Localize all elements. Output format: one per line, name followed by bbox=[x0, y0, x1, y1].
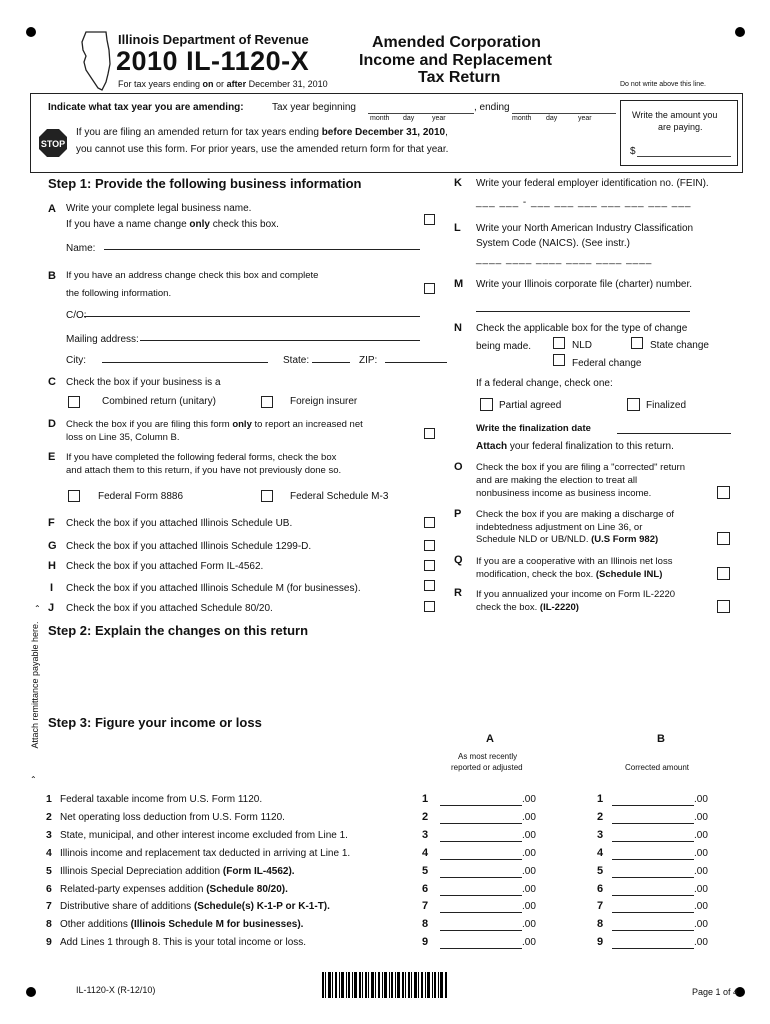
payment-label-1: Write the amount you bbox=[632, 110, 718, 120]
foreign-insurer-checkbox[interactable] bbox=[261, 396, 273, 408]
federal-change-checkbox[interactable] bbox=[553, 354, 565, 366]
item-letter: L bbox=[454, 222, 461, 234]
line-amount-col-b-input[interactable] bbox=[612, 930, 694, 931]
line-number-col-a: 3 bbox=[422, 829, 429, 841]
item-n-text-2: being made. bbox=[476, 341, 532, 352]
stop-sign-icon bbox=[38, 128, 68, 158]
line-number: 6 bbox=[46, 883, 52, 895]
line-number: 8 bbox=[46, 918, 52, 930]
payment-label-2: are paying. bbox=[658, 122, 703, 132]
item-e-text-2: and attach them to this return, if you have not previously done so. bbox=[66, 465, 342, 476]
zip-label: ZIP: bbox=[359, 355, 378, 366]
line-description: Related-party expenses addition (Schedule 80/20). bbox=[60, 884, 288, 895]
partial-agreed-label: Partial agreed bbox=[499, 400, 562, 411]
line-amount-col-b-input[interactable] bbox=[612, 895, 694, 896]
item-o-text-3: nonbusiness income as business income. bbox=[476, 488, 652, 499]
item-r-text-1: If you annualized your income on Form IL-2220 bbox=[476, 589, 676, 600]
form-8886-label: Federal Form 8886 bbox=[98, 491, 184, 502]
day-label: day bbox=[403, 115, 415, 122]
line-amount-col-b-input[interactable] bbox=[612, 805, 694, 806]
item-letter: P bbox=[454, 508, 462, 520]
finalized-label: Finalized bbox=[646, 400, 687, 411]
item-o-text-1: Check the box if you are filing a "corrected" return bbox=[476, 462, 685, 473]
item-letter: H bbox=[48, 560, 56, 572]
item-q-text-1: If you are a cooperative with an Illinois net loss bbox=[476, 556, 673, 567]
naics-input[interactable]: ____ ____ ____ ____ ____ ____ bbox=[476, 254, 653, 265]
zip-input[interactable] bbox=[385, 362, 447, 363]
line-number-col-a: 7 bbox=[422, 900, 429, 912]
charter-number-input[interactable] bbox=[476, 311, 690, 312]
foreign-insurer-label: Foreign insurer bbox=[290, 396, 358, 407]
cents-col-a: .00 bbox=[522, 919, 536, 930]
form-il4562-checkbox[interactable] bbox=[424, 560, 435, 571]
tax-year-ending-input[interactable] bbox=[512, 104, 616, 114]
form-8886-checkbox[interactable] bbox=[68, 490, 80, 502]
item-letter: F bbox=[48, 517, 55, 529]
tax-year-ending-label: , ending bbox=[474, 102, 510, 113]
line-number-col-b: 6 bbox=[597, 883, 604, 895]
cents-col-b: .00 bbox=[694, 937, 708, 948]
margin-mark: ⌃ bbox=[34, 604, 41, 613]
item-o-text-2: and are making the election to treat all bbox=[476, 475, 638, 486]
item-a-name-change-text: If you have a name change only check this box. bbox=[66, 219, 279, 230]
item-letter: B bbox=[48, 270, 56, 282]
item-c-text: Check the box if your business is a bbox=[66, 377, 221, 388]
cents-col-a: .00 bbox=[522, 901, 536, 912]
item-p-text-2: indebtedness adjustment on Line 36, or bbox=[476, 522, 643, 533]
line-amount-col-b-input[interactable] bbox=[612, 859, 694, 860]
if-federal-label: If a federal change, check one: bbox=[476, 378, 613, 389]
cents-col-b: .00 bbox=[694, 884, 708, 895]
cents-col-b: .00 bbox=[694, 901, 708, 912]
cents-col-b: .00 bbox=[694, 866, 708, 877]
registration-mark bbox=[26, 987, 36, 997]
item-a-text: Write your complete legal business name. bbox=[66, 203, 252, 214]
step1-title: Step 1: Provide the following business information bbox=[48, 176, 362, 191]
form-id-footer: IL-1120-X (R-12/10) bbox=[76, 985, 156, 995]
cents-col-a: .00 bbox=[522, 848, 536, 859]
line-amount-col-b-input[interactable] bbox=[612, 948, 694, 949]
day-label: day bbox=[546, 115, 558, 122]
item-l-text-2: System Code (NAICS). (See instr.) bbox=[476, 238, 630, 249]
item-p-text-1: Check the box if you are making a discharge of bbox=[476, 509, 675, 520]
line-description: Federal taxable income from U.S. Form 1120. bbox=[60, 794, 263, 805]
schedule-8020-checkbox[interactable] bbox=[424, 601, 435, 612]
state-label: State: bbox=[283, 355, 310, 366]
combined-return-checkbox[interactable] bbox=[68, 396, 80, 408]
line-description: Add Lines 1 through 8. This is your total income or loss. bbox=[60, 937, 307, 948]
return-title-2: Income and Replacement bbox=[359, 52, 552, 69]
tax-year-beginning-input[interactable] bbox=[368, 104, 474, 114]
item-letter: M bbox=[454, 278, 464, 290]
month-label: month bbox=[370, 115, 390, 122]
nld-checkbox[interactable] bbox=[553, 337, 565, 349]
item-letter: R bbox=[454, 587, 462, 599]
year-label: year bbox=[432, 115, 446, 122]
line-amount-col-a-input[interactable] bbox=[440, 948, 522, 949]
item-letter: C bbox=[48, 376, 56, 388]
cents-col-a: .00 bbox=[522, 794, 536, 805]
item-g-text: Check the box if you attached Illinois Schedule 1299-D. bbox=[66, 541, 312, 552]
state-change-label: State change bbox=[650, 340, 709, 351]
cooperative-checkbox[interactable] bbox=[717, 567, 730, 580]
item-letter: A bbox=[48, 203, 56, 215]
item-p-text-3: Schedule NLD or UB/NLD. (U.S Form 982) bbox=[476, 534, 659, 545]
nld-label: NLD bbox=[572, 340, 593, 351]
line-number-col-b: 7 bbox=[597, 900, 604, 912]
step2-title: Step 2: Explain the changes on this return bbox=[48, 623, 309, 638]
item-b-text-2: the following information. bbox=[66, 288, 172, 299]
line-number-col-a: 2 bbox=[422, 811, 429, 823]
attach-finalization-text: Attach your federal finalization to this return. bbox=[476, 441, 674, 452]
line-description: Distributive share of additions (Schedule(s) K-1-P or K-1-T). bbox=[60, 901, 330, 912]
name-label: Name: bbox=[66, 243, 96, 254]
step3-title: Step 3: Figure your income or loss bbox=[48, 715, 262, 730]
line-description: Illinois income and replacement tax deducted in arriving at Line 1. bbox=[60, 848, 351, 859]
line-number-col-a: 1 bbox=[422, 793, 429, 805]
item-letter: Q bbox=[454, 554, 463, 566]
amending-label: Indicate what tax year you are amending: bbox=[48, 102, 244, 113]
discharge-indebtedness-checkbox[interactable] bbox=[717, 532, 730, 545]
line-amount-col-a-input[interactable] bbox=[440, 895, 522, 896]
column-a-sub-1: As most recently bbox=[458, 752, 518, 761]
line-number: 7 bbox=[46, 900, 52, 912]
schedule-m-checkbox[interactable] bbox=[424, 580, 435, 591]
cents-col-b: .00 bbox=[694, 812, 708, 823]
line-number-col-b: 5 bbox=[597, 865, 604, 877]
line-amount-col-a-input[interactable] bbox=[440, 805, 522, 806]
item-b-text-1: If you have an address change check this box and complete bbox=[66, 270, 319, 281]
item-r-text-2: check the box. (IL-2220) bbox=[476, 602, 579, 613]
item-h-text: Check the box if you attached Form IL-4562. bbox=[66, 561, 264, 572]
item-n-text-1: Check the applicable box for the type of change bbox=[476, 323, 688, 334]
cents-col-b: .00 bbox=[694, 794, 708, 805]
item-letter: I bbox=[50, 582, 54, 594]
line-number-col-b: 8 bbox=[597, 918, 604, 930]
name-change-checkbox[interactable] bbox=[424, 214, 435, 225]
schedule-m3-label: Federal Schedule M-3 bbox=[290, 491, 389, 502]
payment-dollar-sign: $ bbox=[630, 146, 636, 157]
annualized-income-checkbox[interactable] bbox=[717, 600, 730, 613]
line-description: Illinois Special Depreciation addition (Form IL-4562). bbox=[60, 866, 295, 877]
item-letter: J bbox=[48, 602, 55, 614]
tax-period-note: For tax years ending on or after December 31, 2010 bbox=[118, 79, 328, 89]
schedule-1299d-checkbox[interactable] bbox=[424, 540, 435, 551]
line-description: Other additions (Illinois Schedule M for businesses). bbox=[60, 919, 304, 930]
line-amount-col-b-input[interactable] bbox=[612, 877, 694, 878]
cents-col-a: .00 bbox=[522, 830, 536, 841]
schedule-ub-checkbox[interactable] bbox=[424, 517, 435, 528]
item-letter: K bbox=[454, 177, 462, 189]
line-amount-col-a-input[interactable] bbox=[440, 930, 522, 931]
item-d-text-1: Check the box if you are filing this form only to report an increased net bbox=[66, 419, 363, 430]
line-number: 2 bbox=[46, 811, 52, 823]
co-input[interactable] bbox=[84, 316, 420, 317]
explanation-textarea[interactable] bbox=[48, 642, 738, 708]
finalization-date-input[interactable] bbox=[617, 433, 731, 434]
remittance-margin-text: Attach remittance payable here. bbox=[30, 621, 40, 749]
payment-amount-input[interactable] bbox=[637, 147, 731, 157]
finalized-checkbox[interactable] bbox=[627, 398, 640, 411]
city-label: City: bbox=[66, 355, 86, 366]
item-f-text: Check the box if you attached Illinois Schedule UB. bbox=[66, 518, 293, 529]
line-amount-col-a-input[interactable] bbox=[440, 859, 522, 860]
line-number: 3 bbox=[46, 829, 52, 841]
line-description: State, municipal, and other interest income excluded from Line 1. bbox=[60, 830, 348, 841]
line-amount-col-a-input[interactable] bbox=[440, 912, 522, 913]
item-j-text: Check the box if you attached Schedule 80/20. bbox=[66, 603, 273, 614]
line-number-col-b: 3 bbox=[597, 829, 604, 841]
department-name: Illinois Department of Revenue bbox=[118, 32, 309, 47]
column-a-header: A bbox=[486, 733, 494, 745]
form-title: 2010 IL-1120-X bbox=[116, 46, 310, 76]
finalization-date-label: Write the finalization date bbox=[476, 423, 591, 434]
corrected-return-checkbox[interactable] bbox=[717, 486, 730, 499]
column-b-sub: Corrected amount bbox=[625, 763, 690, 772]
increased-net-loss-checkbox[interactable] bbox=[424, 428, 435, 439]
line-number-col-b: 9 bbox=[597, 936, 604, 948]
line-amount-col-a-input[interactable] bbox=[440, 841, 522, 842]
mailing-address-label: Mailing address: bbox=[66, 334, 139, 345]
do-not-write-note: Do not write above this line. bbox=[620, 81, 706, 88]
line-amount-col-a-input[interactable] bbox=[440, 823, 522, 824]
item-i-text: Check the box if you attached Illinois Schedule M (for businesses). bbox=[66, 583, 361, 594]
line-amount-col-b-input[interactable] bbox=[612, 912, 694, 913]
federal-change-label: Federal change bbox=[572, 358, 642, 369]
partial-agreed-checkbox[interactable] bbox=[480, 398, 493, 411]
cents-col-b: .00 bbox=[694, 919, 708, 930]
year-label: year bbox=[578, 115, 592, 122]
mailing-address-input[interactable] bbox=[140, 340, 420, 341]
item-d-text-2: loss on Line 35, Column B. bbox=[66, 432, 180, 443]
margin-mark: ⌃ bbox=[30, 775, 37, 784]
state-input[interactable] bbox=[312, 362, 350, 363]
item-letter: D bbox=[48, 418, 56, 430]
return-title-1: Amended Corporation bbox=[372, 34, 541, 51]
state-change-checkbox[interactable] bbox=[631, 337, 643, 349]
line-description: Net operating loss deduction from U.S. Form 1120. bbox=[60, 812, 285, 823]
schedule-m3-checkbox[interactable] bbox=[261, 490, 273, 502]
item-letter: O bbox=[454, 461, 463, 473]
line-number-col-a: 9 bbox=[422, 936, 429, 948]
cents-col-b: .00 bbox=[694, 830, 708, 841]
line-number-col-a: 8 bbox=[422, 918, 429, 930]
registration-mark bbox=[26, 27, 36, 37]
name-input[interactable] bbox=[104, 249, 420, 250]
line-number-col-b: 2 bbox=[597, 811, 604, 823]
address-change-checkbox[interactable] bbox=[424, 283, 435, 294]
month-label: month bbox=[512, 115, 532, 122]
fein-input[interactable]: ___ ___ - ___ ___ ___ ___ ___ ___ ___ bbox=[476, 197, 692, 208]
line-number-col-a: 6 bbox=[422, 883, 429, 895]
item-k-text: Write your federal employer identification no. (FEIN). bbox=[476, 178, 709, 189]
cents-col-a: .00 bbox=[522, 884, 536, 895]
line-amount-col-b-input[interactable] bbox=[612, 841, 694, 842]
stop-warning-line-1: If you are filing an amended return for tax years ending before December 31, 2010, bbox=[76, 127, 448, 138]
item-m-text: Write your Illinois corporate file (charter) number. bbox=[476, 279, 693, 290]
barcode bbox=[322, 972, 448, 998]
line-number: 5 bbox=[46, 865, 52, 877]
combined-return-label: Combined return (unitary) bbox=[102, 396, 216, 407]
item-q-text-2: modification, check the box. (Schedule INL) bbox=[476, 569, 663, 580]
cents-col-a: .00 bbox=[522, 812, 536, 823]
item-letter: E bbox=[48, 451, 56, 463]
item-letter: G bbox=[48, 540, 57, 552]
illinois-map-icon bbox=[80, 30, 114, 92]
cents-col-b: .00 bbox=[694, 848, 708, 859]
cents-col-a: .00 bbox=[522, 937, 536, 948]
line-amount-col-a-input[interactable] bbox=[440, 877, 522, 878]
line-number: 9 bbox=[46, 936, 52, 948]
line-amount-col-b-input[interactable] bbox=[612, 823, 694, 824]
city-input[interactable] bbox=[102, 362, 268, 363]
item-l-text-1: Write your North American Industry Classification bbox=[476, 223, 694, 234]
line-number-col-b: 1 bbox=[597, 793, 604, 805]
line-number-col-b: 4 bbox=[597, 847, 604, 859]
line-number: 1 bbox=[46, 793, 52, 805]
stop-warning-line-2: you cannot use this form. For prior years, use the amended return form for that year. bbox=[76, 144, 449, 155]
line-number-col-a: 4 bbox=[422, 847, 429, 859]
column-a-sub-2: reported or adjusted bbox=[451, 763, 523, 772]
co-label: C/O: bbox=[66, 310, 87, 321]
line-number: 4 bbox=[46, 847, 52, 859]
tax-year-beginning-label: Tax year beginning bbox=[272, 102, 356, 113]
column-b-header: B bbox=[657, 733, 665, 745]
line-number-col-a: 5 bbox=[422, 865, 429, 877]
cents-col-a: .00 bbox=[522, 866, 536, 877]
stop-sign-label: STOP bbox=[40, 139, 66, 149]
item-letter: N bbox=[454, 322, 462, 334]
page-number: Page 1 of 4 bbox=[692, 987, 739, 997]
return-title-3: Tax Return bbox=[418, 69, 501, 86]
item-e-text-1: If you have completed the following federal forms, check the box bbox=[66, 452, 337, 463]
registration-mark bbox=[735, 27, 745, 37]
